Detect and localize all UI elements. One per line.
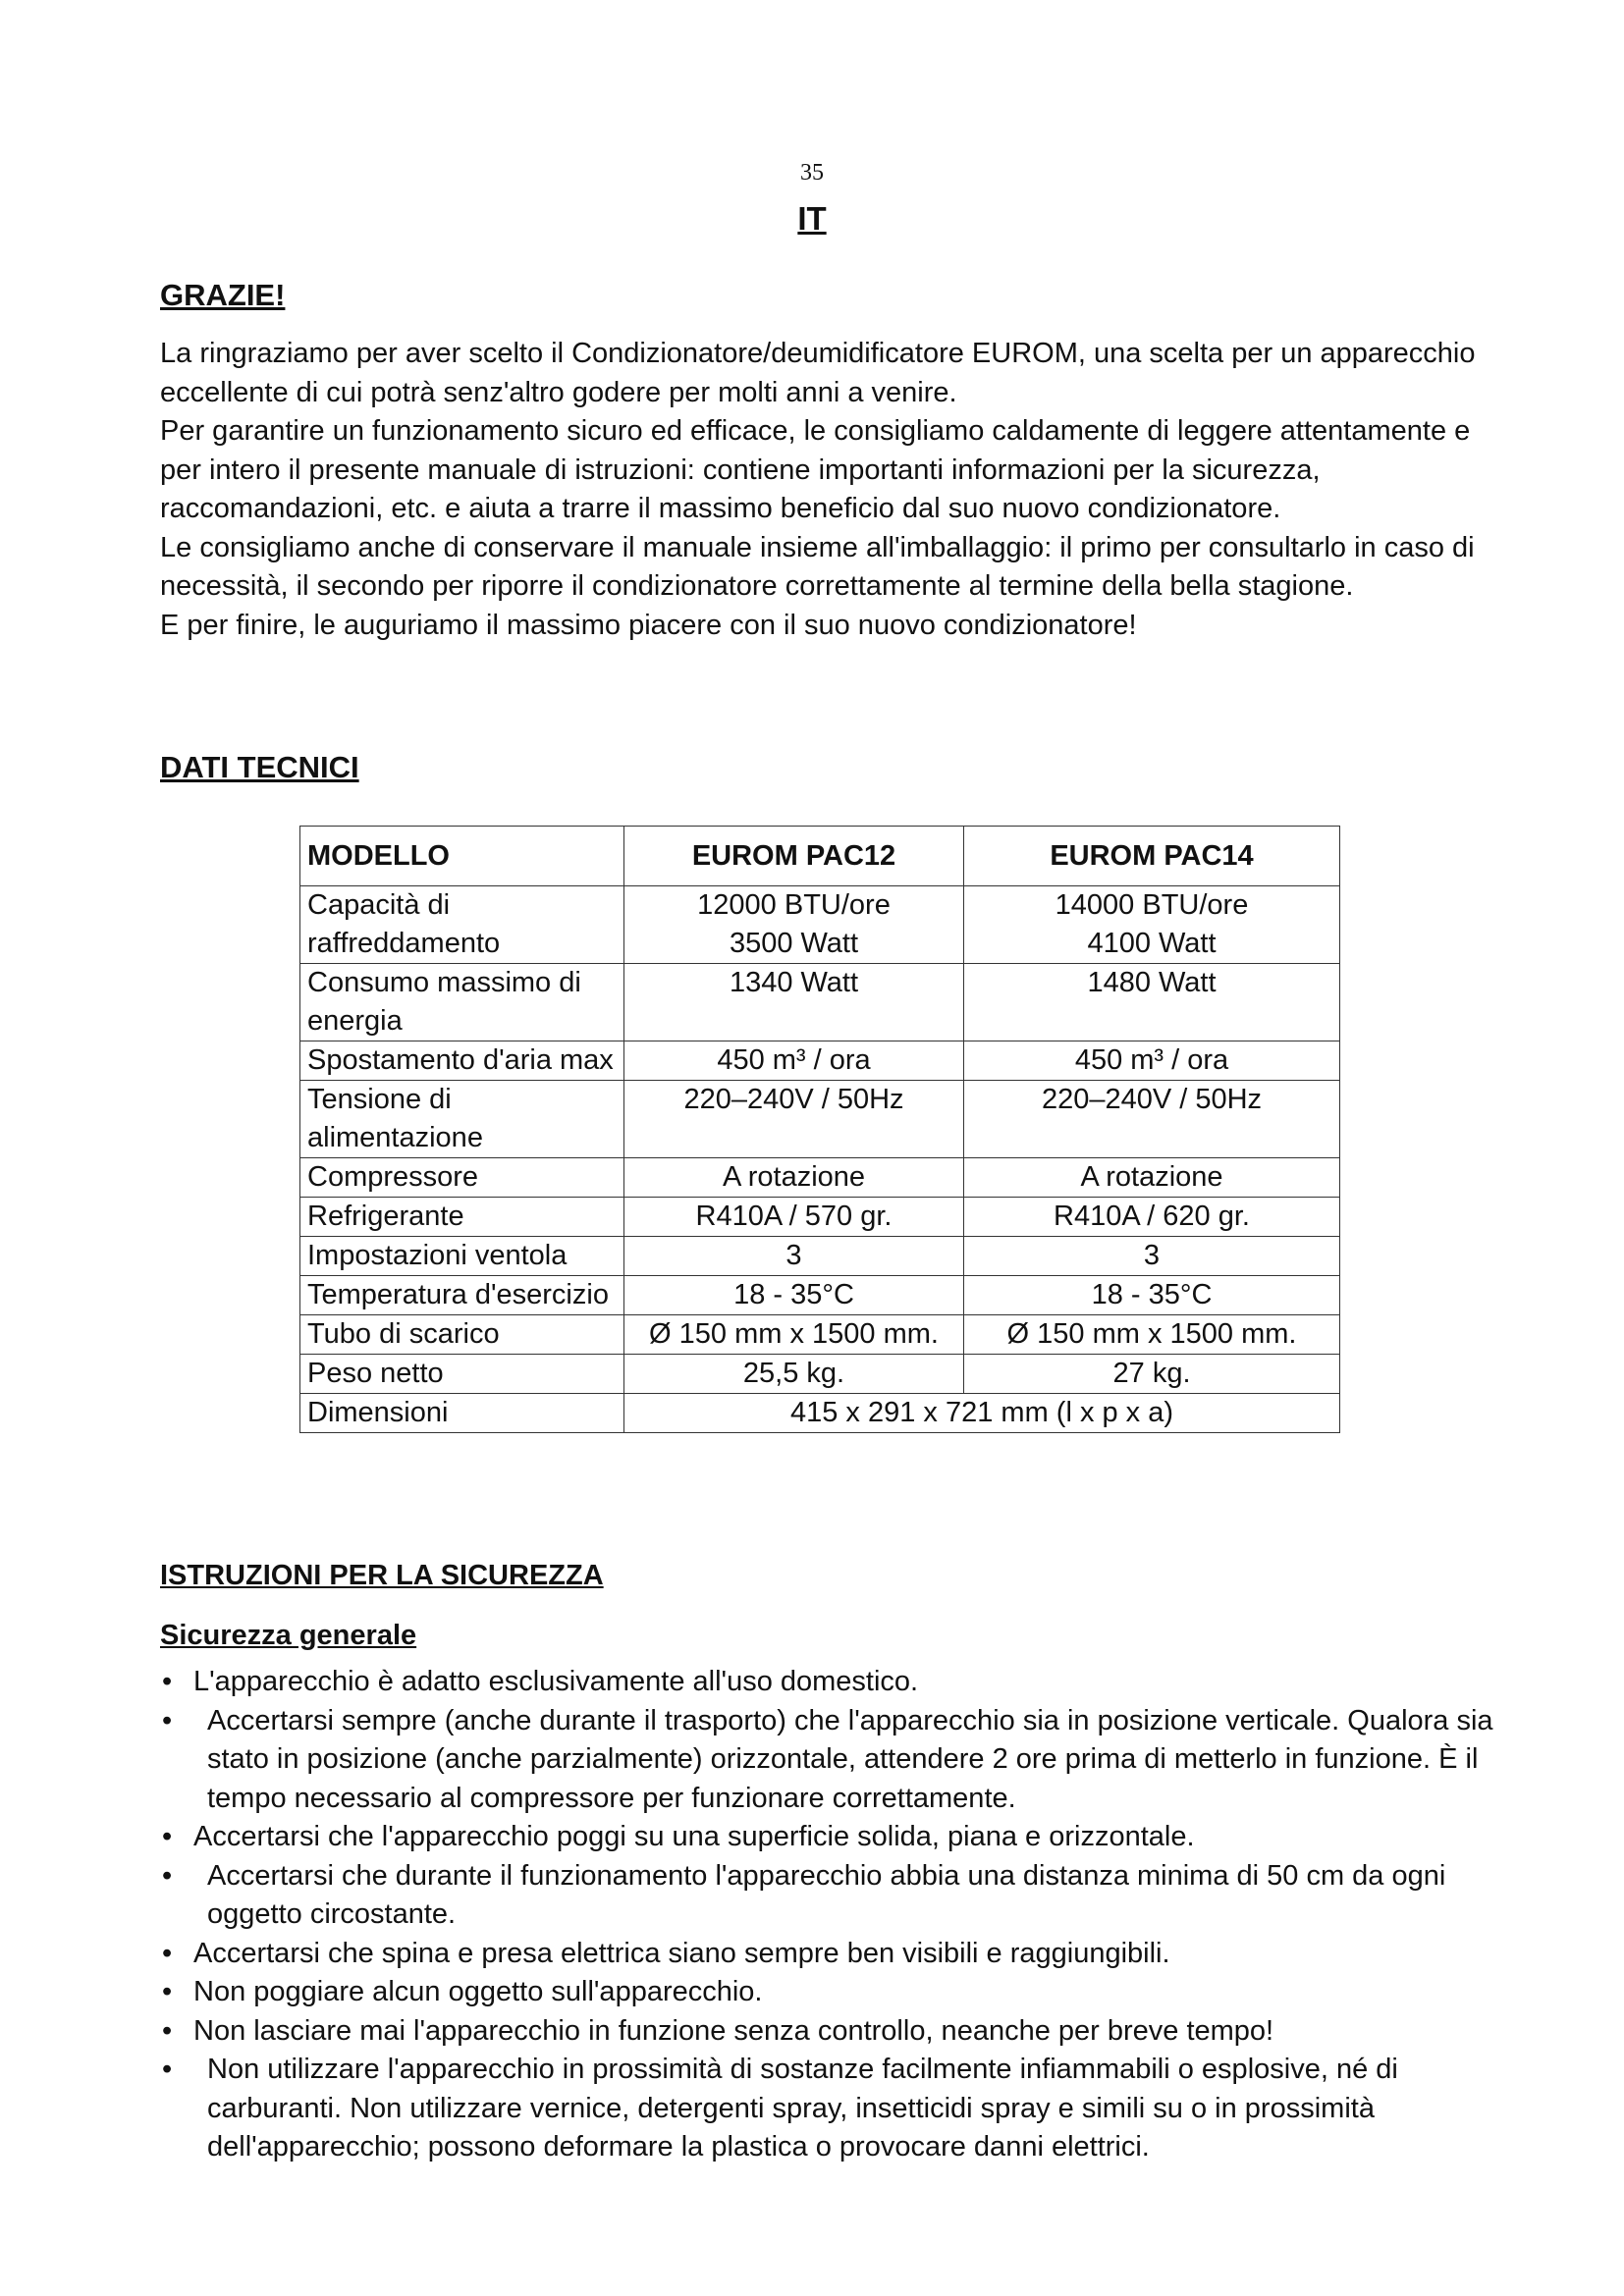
- spec-value-pac12: [624, 1081, 964, 1158]
- bullet-icon: •: [162, 1937, 173, 1969]
- spec-value-line: 1480 Watt: [1087, 967, 1217, 998]
- spec-value-line: 450 m³ / ora: [717, 1044, 871, 1076]
- bullet-icon: •: [162, 1704, 173, 1736]
- list-item-text: Accertarsi che l'apparecchio poggi su una superficie solida, piana e orizzontale.: [193, 1821, 1195, 1852]
- spec-value-line: 4100 Watt: [1087, 928, 1217, 959]
- spec-value-pac12: [624, 886, 964, 964]
- table-row: [300, 1355, 1340, 1394]
- spec-value-line: 3500 Watt: [729, 928, 859, 959]
- spec-label: Peso netto: [300, 1355, 624, 1394]
- language-code: IT: [797, 200, 827, 237]
- list-item: [160, 1973, 1495, 2012]
- spec-value-dimensions: 415 x 291 x 721 mm (l x p x a): [624, 1394, 1340, 1433]
- table-row: [300, 1394, 1340, 1433]
- bullet-icon: •: [162, 1666, 173, 1697]
- thanks-paragraph: Le consigliamo anche di conservare il manuale insieme all'imballaggio: il primo per consultarlo in caso di necessità, il secondo per riporre il condizionatore correttamente al termine della bella stagione.: [160, 531, 1475, 602]
- spec-label: Temperatura d'esercizio: [300, 1276, 624, 1315]
- table-row: [300, 1158, 1340, 1198]
- spec-value-pac12: [624, 1198, 964, 1237]
- table-row: [300, 1081, 1340, 1158]
- list-item: [160, 1818, 1495, 1857]
- spec-value-line: Ø 150 mm x 1500 mm.: [649, 1318, 939, 1350]
- safety-subheading: Sicurezza generale: [160, 1620, 417, 1651]
- thanks-paragraph: Per garantire un funzionamento sicuro ed efficace, le consigliamo caldamente di leggere attentamente e per intero il presente manuale di istruzioni: contiene importanti informazioni per la sicurezza, raccomandazioni, etc. e aiuta a trarre il massimo beneficio dal suo nuovo condizionatore.: [160, 415, 1471, 524]
- list-item: [160, 2012, 1495, 2052]
- tech-data-table: [299, 826, 1340, 1433]
- spec-value-pac14: [964, 1041, 1340, 1081]
- spec-value-line: 18 - 35°C: [1091, 1279, 1213, 1310]
- spec-value-line: 18 - 35°C: [733, 1279, 854, 1310]
- spec-value-pac14: [964, 1276, 1340, 1315]
- spec-value-pac12: [624, 1276, 964, 1315]
- list-item-text: Non poggiare alcun oggetto sull'apparecchio.: [193, 1976, 763, 2007]
- safety-heading: ISTRUZIONI PER LA SICUREZZA: [160, 1560, 604, 1591]
- table-row: [300, 1237, 1340, 1276]
- bullet-icon: •: [162, 1976, 173, 2007]
- spec-value-pac12: [624, 1355, 964, 1394]
- spec-value-line: 220–240V / 50Hz: [1041, 1084, 1263, 1115]
- spec-value-line: A rotazione: [722, 1161, 866, 1193]
- page-number: 35: [800, 160, 824, 186]
- table-row: [300, 1198, 1340, 1237]
- list-item: [160, 2051, 1495, 2167]
- bullet-icon: •: [162, 2054, 173, 2085]
- list-item: [160, 1663, 1495, 1702]
- spec-value-line: 220–240V / 50Hz: [683, 1084, 904, 1115]
- spec-value-line: A rotazione: [1080, 1161, 1223, 1193]
- spec-value-pac14: [964, 1355, 1340, 1394]
- table-row: [300, 964, 1340, 1041]
- table-row: [300, 1276, 1340, 1315]
- spec-value-pac14: [964, 886, 1340, 964]
- list-item-text: Non lasciare mai l'apparecchio in funzione senza controllo, neanche per breve tempo!: [193, 2014, 1274, 2047]
- spec-value-pac12: [624, 1315, 964, 1355]
- table-row: [300, 1041, 1340, 1081]
- header-model: MODELLO: [300, 827, 624, 886]
- spec-value-line: 14000 BTU/ore: [1055, 889, 1249, 921]
- spec-label: Capacità di raffreddamento: [300, 886, 624, 964]
- spec-value-line: 450 m³ / ora: [1074, 1044, 1229, 1076]
- spec-value-line: 12000 BTU/ore: [697, 889, 891, 921]
- spec-value-pac14: [964, 1198, 1340, 1237]
- spec-value-line: 3: [785, 1240, 802, 1271]
- safety-list: [160, 1663, 1495, 2167]
- spec-value-pac14: [964, 1081, 1340, 1158]
- header-pac14: EUROM PAC14: [964, 827, 1340, 886]
- thanks-paragraph: La ringraziamo per aver scelto il Condizionatore/deumidificatore EUROM, una scelta per un apparecchio eccellente di cui potrà senz'altro godere per molti anni a venire.: [160, 338, 1476, 408]
- bullet-icon: •: [162, 2014, 173, 2047]
- spec-value-line: 25,5 kg.: [742, 1358, 845, 1389]
- list-item-text: L'apparecchio è adatto esclusivamente all'uso domestico.: [193, 1666, 919, 1697]
- table-header-row: [300, 827, 1340, 886]
- thanks-heading: GRAZIE!: [160, 278, 286, 312]
- spec-value-pac12: [624, 964, 964, 1041]
- spec-label: Consumo massimo di energia: [300, 964, 624, 1041]
- spec-value-pac12: [624, 1041, 964, 1081]
- spec-value-line: R410A / 570 gr.: [695, 1201, 893, 1232]
- spec-value-pac12: [624, 1158, 964, 1198]
- list-item: [160, 1857, 1495, 1935]
- spec-label: Spostamento d'aria max: [300, 1041, 624, 1081]
- bullet-icon: •: [162, 1859, 173, 1892]
- spec-label: Compressore: [300, 1158, 624, 1198]
- list-item-text: Accertarsi sempre (anche durante il trasporto) che l'apparecchio sia in posizione verticale. Qualora sia stato in posizione (anche parzialmente) orizzontale, attendere 2 ore prima di metterlo in funzione. È il tempo necessario al compressore per funzionare correttamente.: [207, 1704, 1493, 1814]
- spec-value-line: 27 kg.: [1112, 1358, 1191, 1389]
- list-item: [160, 1935, 1495, 1974]
- spec-label: Dimensioni: [300, 1394, 624, 1433]
- spec-value-pac14: [964, 1158, 1340, 1198]
- spec-value-pac14: [964, 1237, 1340, 1276]
- list-item-text: Accertarsi che durante il funzionamento l'apparecchio abbia una distanza minima di 50 cm da ogni oggetto circostante.: [207, 1859, 1446, 1930]
- spec-value-pac14: [964, 964, 1340, 1041]
- spec-value-pac14: [964, 1315, 1340, 1355]
- spec-label: Tubo di scarico: [300, 1315, 624, 1355]
- spec-value-line: Ø 150 mm x 1500 mm.: [1006, 1318, 1297, 1350]
- spec-label: Refrigerante: [300, 1198, 624, 1237]
- spec-value-line: 3: [1143, 1240, 1161, 1271]
- table-row: [300, 1315, 1340, 1355]
- tech-data-heading: DATI TECNICI: [160, 750, 359, 784]
- list-item-text: Non utilizzare l'apparecchio in prossimità di sostanze facilmente infiammabili o esplosive, né di carburanti. Non utilizzare vernice, detergenti spray, insetticidi spray e simili su o in prossimità dell'apparecchio; possono deformare la plastica o provocare danni elettrici.: [207, 2054, 1398, 2163]
- spec-value-pac12: [624, 1237, 964, 1276]
- spec-value-line: 1340 Watt: [729, 967, 859, 998]
- spec-label: Tensione di alimentazione: [300, 1081, 624, 1158]
- thanks-text: [160, 335, 1495, 645]
- spec-label: Impostazioni ventola: [300, 1237, 624, 1276]
- bullet-icon: •: [162, 1821, 173, 1852]
- header-pac12: EUROM PAC12: [624, 827, 964, 886]
- thanks-paragraph: E per finire, le auguriamo il massimo piacere con il suo nuovo condizionatore!: [160, 609, 1137, 641]
- list-item-text: Accertarsi che spina e presa elettrica siano sempre ben visibili e raggiungibili.: [193, 1937, 1170, 1969]
- list-item: [160, 1702, 1495, 1819]
- table-row: [300, 886, 1340, 964]
- spec-value-line: R410A / 620 gr.: [1054, 1201, 1250, 1232]
